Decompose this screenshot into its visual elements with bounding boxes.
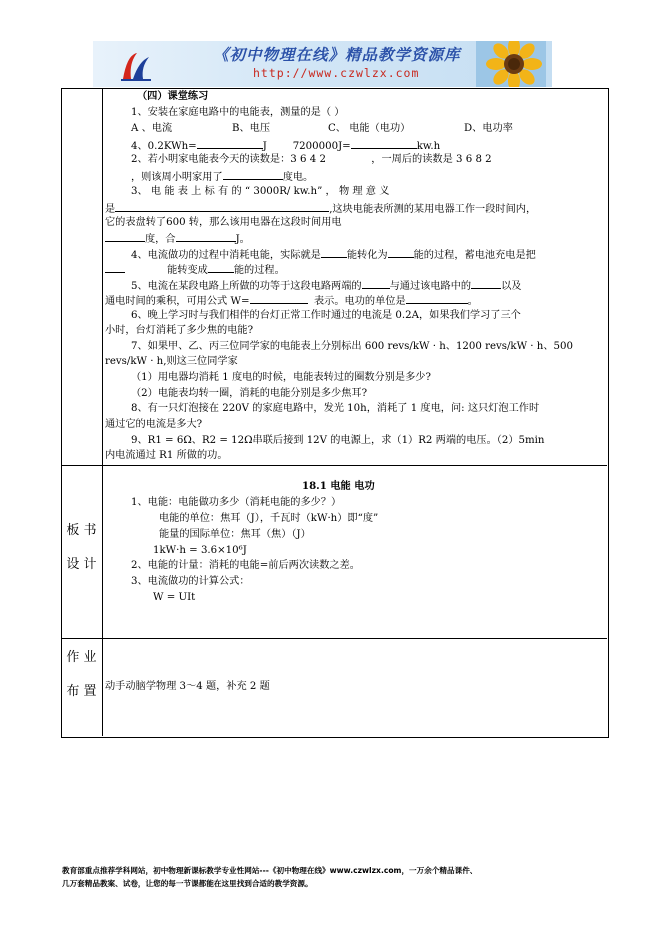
question-10-line-2: 内电流通过 R1 所做的功。 xyxy=(105,450,228,461)
question-9-line-2: 通过它的电流是多大? xyxy=(105,419,203,430)
question-1-option-b: B、电压 xyxy=(232,123,271,134)
question-4-line-1: 3、 电 能 表 上 标 有 的 “ 3000R/ kw.h” ， 物 理 意 义 xyxy=(131,186,390,197)
question-1-option-a: A 、电流 xyxy=(131,123,173,134)
board-label-top: 板 书 xyxy=(66,523,97,538)
question-1-option-d: D、电功率 xyxy=(464,123,513,134)
question-4-line-4: 度，合 J。 xyxy=(105,231,250,246)
question-8-line-2: revs/kW · h,则这三位同学家 xyxy=(105,356,238,367)
question-3-line-2: ，则该周小明家用了 度电。 xyxy=(131,169,313,184)
board-line-5: 2、电能的计量：消耗的电能=前后两次读数之差。 xyxy=(131,560,360,571)
board-line-1: 1、电能：电能做功多少（消耗电能的多少？） xyxy=(131,497,342,508)
footer-line-1: 教育部重点推荐学科网站，初中物理新课标教学专业性网站---《初中物理在线》www.czwlzx.com，一万余个精品课件、 xyxy=(62,866,478,875)
board-line-3: 能量的国际单位：焦耳（焦）（J） xyxy=(159,529,311,540)
homework-label-bottom: 布 置 xyxy=(66,684,97,699)
practice-heading: （四）课堂练习 xyxy=(137,90,209,102)
banner-title: 《初中物理在线》精品教学资源库 xyxy=(213,46,461,64)
site-logo-icon xyxy=(119,49,153,83)
question-10-line-1: 9、R1 = 6Ω、R2 = 12Ω串联后接到 12V 的电源上，求（1）R2 两端的电压。（2）5min xyxy=(131,435,545,446)
question-3-line-1: 2、若小明家电能表今天的读数是：3 6 4 2 ，一周后的读数是 3 6 8 2 xyxy=(131,154,492,165)
question-9-line-1: 8、有一只灯泡接在 220V 的家庭电路中，发光 10h，消耗了 1 度电，问: 这只灯泡工作时 xyxy=(131,403,540,414)
board-title: 18.1 电能 电功 xyxy=(302,480,375,492)
homework-label-top: 作 业 xyxy=(66,650,97,665)
question-8-part-2: （2）电能表均转一圈，消耗的电能分别是多少焦耳? xyxy=(131,388,368,399)
question-6-line-2: 通电时间的乘积，可用公式 W= 表示。电功的单位是 。 xyxy=(105,293,478,308)
sunflower-icon xyxy=(476,41,546,87)
question-4-line-3: 它的表盘转了600 转，那么该用电器在这段时间用电 xyxy=(105,217,342,228)
question-1-option-c: C、 电能（电功） xyxy=(328,123,411,134)
row-divider-homework xyxy=(61,638,607,639)
page-footer xyxy=(62,864,622,890)
footer-line-2: 几万套精品教案、试卷，让您的每一节课都能在这里找到合适的教学资源。 xyxy=(62,879,313,888)
board-line-4: 1kW·h = 3.6×10⁶J xyxy=(153,545,247,556)
question-7-line-2: 小时，台灯消耗了多少焦的电能? xyxy=(105,325,254,336)
question-8-part-1: （1）用电器均消耗 1 度电的时候，电能表转过的圈数分别是多少? xyxy=(131,372,431,383)
row-divider-board xyxy=(61,465,607,466)
question-8-line-1: 7、如果甲、乙、丙三位同学家的电能表上分别标出 600 revs/kW · h、1200 revs/kW · h、500 xyxy=(131,341,573,352)
banner-url[interactable]: http://www.czwlzx.com xyxy=(253,66,420,80)
question-7-line-1: 6、晚上学习时与我们相伴的台灯正常工作时通过的电流是 0.2A，如果我们学习了三个 xyxy=(131,310,521,321)
question-6-line-1: 5、电流在某段电路上所做的功等于这段电路两端的 与通过该电路中的 以及 xyxy=(131,278,521,293)
board-line-6: 3、电流做功的计算公式： xyxy=(131,576,250,587)
question-1: 1、安装在家庭电路中的电能表，测量的是（ ） xyxy=(131,107,345,118)
homework-content: 动手动脑学物理 3～4 题，补充 2 题 xyxy=(105,681,270,692)
question-5-line-1: 4、电流做功的过程中消耗电能，实际就是 能转化为 能的过程，蓄电池充电是把 xyxy=(131,247,536,262)
header-banner xyxy=(93,41,552,87)
question-4-line-2: 是 ,这块电能表所测的某用电器工作一段时间内， xyxy=(105,201,536,216)
board-line-7: W = UIt xyxy=(153,592,196,603)
question-5-line-2: 能转变成 能的过程。 xyxy=(105,262,285,277)
question-2: 4、0.2KWh= J 7200000J= kw.h xyxy=(131,138,440,153)
board-line-2: 电能的单位：焦耳（J），千瓦时（kW·h）即“度” xyxy=(159,513,379,524)
board-label-bottom: 设 计 xyxy=(66,557,97,572)
